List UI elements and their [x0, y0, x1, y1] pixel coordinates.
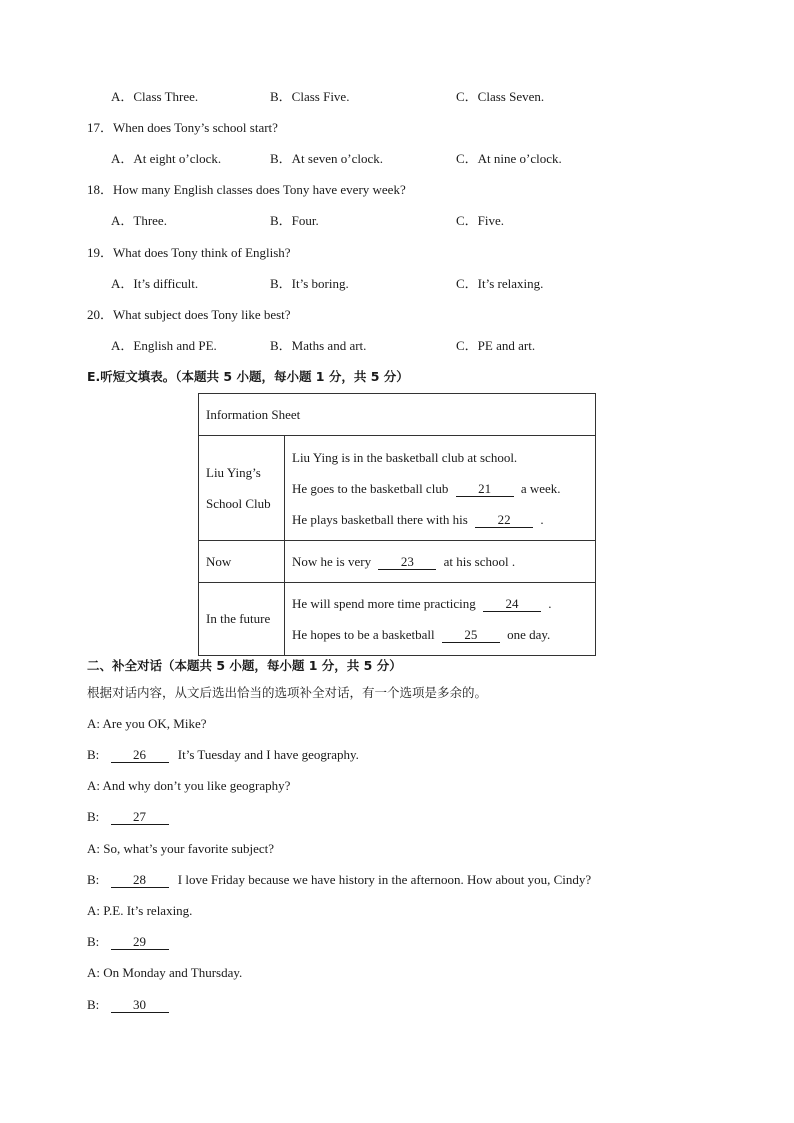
section-e-title: E.听短文填表。（本题共 5 小题，每小题 1 分，共 5 分） [87, 369, 409, 384]
future-sentence-2 [292, 619, 595, 650]
q18-option-c[interactable]: C．Five. [456, 213, 505, 228]
q20-question: 20．What subject does Tony like best? [87, 307, 291, 322]
blank-24[interactable]: 24 [483, 596, 541, 612]
q19-option-c[interactable]: C．It’s relaxing. [456, 276, 544, 291]
blank-28[interactable]: 28 [111, 872, 169, 888]
dialogue-line [87, 872, 591, 888]
dialogue-text: And why don’t you like geography? [102, 778, 291, 793]
dialogue-line [87, 903, 192, 919]
dialogue-text: P.E. It’s relaxing. [103, 903, 193, 918]
future-sentence-1-pre: He will spend more time practicing [292, 596, 476, 611]
blank-29[interactable]: 29 [111, 934, 169, 950]
blank-22[interactable]: 22 [475, 512, 533, 528]
speaker-label: A: [87, 778, 100, 793]
q17-option-a[interactable]: A．At eight o’clock. [111, 151, 222, 166]
dialogue-text: I love Friday because we have history in the afternoon. How about you, Cindy? [177, 872, 592, 887]
club-sentence-2-pre: He goes to the basketball club [292, 480, 449, 496]
speaker-label: B: [87, 747, 100, 762]
q20-option-a[interactable]: A．English and PE. [111, 338, 217, 353]
row-content-now [285, 541, 596, 583]
dialogue-line [87, 716, 207, 732]
blank-23[interactable]: 23 [378, 554, 436, 570]
dialogue-line [87, 997, 175, 1013]
q17-option-b[interactable]: B．At seven o’clock. [270, 151, 384, 166]
information-sheet-table [198, 393, 596, 656]
speaker-label: B: [87, 997, 100, 1012]
section-2-instruction: 根据对话内容，从文后选出恰当的选项补全对话，有一个选项是多余的。 [87, 685, 488, 700]
q20-option-c[interactable]: C．PE and art. [456, 338, 536, 353]
q19-question: 19．What does Tony think of English? [87, 245, 291, 260]
q16-option-a[interactable]: A．Class Three. [111, 89, 199, 104]
future-sentence-1 [292, 588, 595, 619]
club-sentence-3 [292, 504, 595, 535]
club-sentence-1: Liu Ying is in the basketball club at school. [292, 449, 518, 465]
q18-question: 18．How many English classes does Tony have every week? [87, 182, 406, 197]
club-sentence-2 [292, 473, 595, 504]
now-sentence-post: at his school . [443, 553, 516, 569]
q16-option-b[interactable]: B．Class Five. [270, 89, 350, 104]
q18-option-b[interactable]: B．Four. [270, 213, 319, 228]
dialogue-line [87, 809, 175, 825]
q20-option-b[interactable]: B．Maths and art. [270, 338, 367, 353]
row-label-future: In the future [199, 583, 285, 656]
speaker-label: A: [87, 903, 100, 918]
row-label-line-b: School Club [206, 496, 271, 511]
dialogue-text: It’s Tuesday and I have geography. [177, 747, 359, 762]
row-label-school-club [199, 436, 285, 541]
future-sentence-1-post: . [548, 596, 552, 611]
q19-option-a[interactable]: A．It’s difficult. [111, 276, 199, 291]
section-2-title: 二、补全对话（本题共 5 小题，每小题 1 分，共 5 分） [87, 658, 402, 673]
club-sentence-3-pre: He plays basketball there with his [292, 511, 468, 527]
blank-25[interactable]: 25 [442, 627, 500, 643]
dialogue-text: So, what’s your favorite subject? [103, 841, 275, 856]
blank-30[interactable]: 30 [111, 997, 169, 1013]
row-content-school-club [285, 436, 596, 541]
speaker-label: A: [87, 965, 100, 980]
q16-option-c[interactable]: C．Class Seven. [456, 89, 545, 104]
q19-option-b[interactable]: B．It’s boring. [270, 276, 349, 291]
dialogue-text: On Monday and Thursday. [103, 965, 243, 980]
row-label-now: Now [199, 541, 285, 583]
row-content-future [285, 583, 596, 656]
future-sentence-2-pre: He hopes to be a basketball [292, 627, 435, 642]
dialogue-line [87, 841, 274, 857]
blank-21[interactable]: 21 [456, 481, 514, 497]
q18-option-a[interactable]: A．Three. [111, 213, 167, 228]
future-sentence-2-post: one day. [507, 627, 551, 642]
table-header: Information Sheet [199, 394, 596, 436]
club-sentence-2-post: a week. [520, 480, 561, 496]
blank-26[interactable]: 26 [111, 747, 169, 763]
blank-27[interactable]: 27 [111, 809, 169, 825]
row-label-line-a: Liu Ying’s [206, 465, 261, 480]
speaker-label: A: [87, 716, 100, 731]
dialogue-line [87, 778, 290, 794]
club-sentence-3-post: . [540, 511, 544, 527]
speaker-label: B: [87, 809, 100, 824]
q17-option-c[interactable]: C．At nine o’clock. [456, 151, 562, 166]
now-sentence-pre: Now he is very [292, 553, 372, 569]
dialogue-line [87, 934, 175, 950]
q17-question: 17．When does Tony’s school start? [87, 120, 278, 135]
speaker-label: B: [87, 934, 100, 949]
dialogue-line [87, 965, 242, 981]
speaker-label: A: [87, 841, 100, 856]
dialogue-text: Are you OK, Mike? [102, 716, 207, 731]
dialogue-line [87, 747, 359, 763]
speaker-label: B: [87, 872, 100, 887]
